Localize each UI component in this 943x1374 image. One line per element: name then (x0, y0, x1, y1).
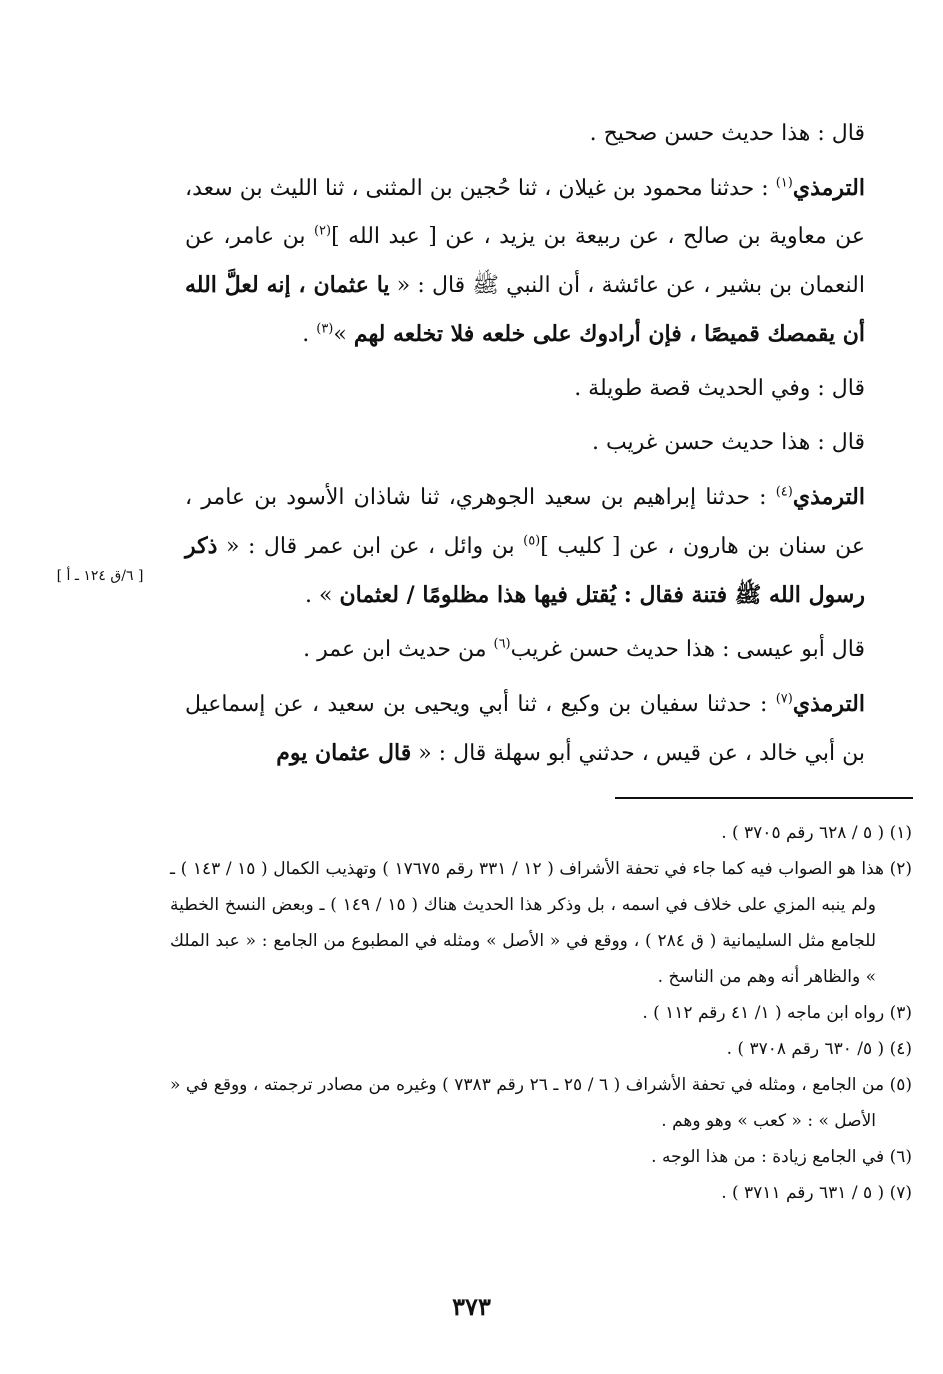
main-text (185, 110, 915, 784)
footnote-ref-2[interactable]: (٢) (313, 223, 332, 239)
footnote-4: (٤) ( ٥/ ٦٣٠ رقم ٣٧٠٨ ) . (726, 1039, 912, 1059)
isnad-text: : حدثنا محمود بن غيلان ، ثنا حُجين بن المثنى ، ثنا الليث بن سعد، عن معاوية بن صالح ، عن ربيعة بن يزيد ، عن [ عبد الله ] (185, 176, 865, 249)
paragraph-4-text: قال : هذا حديث حسن غريب . (591, 430, 865, 455)
paragraph-5 (185, 473, 915, 620)
isnad-text: بن عامر، عن النعمان بن بشير ، عن عائشة ، أن النبي ﷺ قال : « (185, 224, 865, 298)
paragraph-6-text-end: من حديث ابن عمر . (303, 637, 494, 662)
quote-close: » . (305, 583, 340, 608)
footnote-ref-1[interactable]: (١) (775, 175, 793, 191)
footnote-ref-3[interactable]: (٣) (316, 321, 334, 337)
footnote-2: (٢) هذا هو الصواب فيه كما جاء في تحفة الأشراف ( ١٢ / ٣٣١ رقم ١٧٦٧٥ ) وتهذيب الكمال ( ١٥ / ١٤٣ ) ـ ولم ينبه المزي على خلاف في اسمه ، بل وذكر هذا الحديث هناك ( ١٥ / ١٤٩ ) ـ وبعض النسخ الخطية للجامع مثل السليمانية ( ق ٢٨٤ ) ، ووقع في « الأصل » ومثله في المطبوع من الجامع : « عبد الملك » والظاهر أنه وهم من الناسخ . (170, 859, 912, 987)
paragraph-3-text: قال : وفي الحديث قصة طويلة . (574, 376, 865, 401)
paragraph-7 (185, 680, 915, 778)
hadith-matn: يا عثمان ، إنه لعلَّ الله أن يقمصك قميصًا ، فإن أرادوك على خلعه فلا تخلعه لهم (185, 272, 865, 347)
footnote-3: (٣) رواه ابن ماجه ( ١/ ٤١ رقم ١١٢ ) . (642, 1003, 912, 1023)
hadith-matn: قال عثمان يوم (276, 740, 412, 766)
footnote-5: (٥) من الجامع ، ومثله في تحفة الأشراف ( ٦ / ٢٥ ـ ٢٦ رقم ٧٣٨٣ ) وغيره من مصادر ترجمته ، ووقع في « الأصل » : « كعب » وهو وهم . (170, 1075, 913, 1131)
footnote-7: (٧) ( ٥ / ٦٣١ رقم ٣٧١١ ) . (721, 1183, 912, 1203)
paragraph-6 (185, 626, 915, 674)
isnad-text: : حدثنا سفيان بن وكيع ، ثنا أبي ويحيى بن سعيد ، عن إسماعيل بن أبي خالد ، عن قيس ، حدثني أبو سهلة قال : « (185, 692, 865, 766)
paragraph-3 (185, 365, 915, 413)
page-number: ٣٧٣ (452, 1292, 491, 1321)
paragraph-1-text: قال : هذا حديث حسن صحيح . (589, 121, 865, 146)
footnote-separator (615, 797, 913, 799)
footnote-ref-6[interactable]: (٦) (493, 636, 511, 652)
footnotes (170, 815, 912, 1211)
period: . (302, 322, 317, 347)
isnad-text: : حدثنا إبراهيم بن سعيد الجوهري، ثنا شاذان الأسود بن عامر ، عن سنان بن هارون ، عن [ كليب ] (185, 485, 865, 559)
paragraph-6-text: قال أبو عيسى : هذا حديث حسن غريب (510, 637, 865, 662)
paragraph-1 (185, 110, 915, 158)
isnad-text: بن وائل ، عن ابن عمر قال : « (217, 534, 524, 559)
footnote-ref-5[interactable]: (٥) (523, 533, 541, 549)
paragraph-4 (185, 419, 915, 467)
narrator-lead: الترمذي (792, 691, 865, 717)
narrator-lead: الترمذي (792, 484, 865, 510)
manuscript-folio-reference: [ ٦/ق ١٢٤ ـ أ ] (56, 568, 144, 584)
narrator-lead: الترمذي (792, 175, 865, 201)
footnote-1: (١) ( ٥ / ٦٢٨ رقم ٣٧٠٥ ) . (721, 823, 912, 843)
quote-close: » (333, 322, 354, 347)
footnote-6: (٦) في الجامع زيادة : من هذا الوجه . (651, 1147, 912, 1167)
footnote-ref-4[interactable]: (٤) (775, 484, 793, 500)
hadith-matn: ذكر رسول الله ﷺ فتنة فقال : يُقتل فيها هذا مظلومًا / لعثمان (185, 533, 865, 608)
footnote-ref-7[interactable]: (٧) (775, 691, 793, 707)
paragraph-2 (185, 164, 915, 359)
